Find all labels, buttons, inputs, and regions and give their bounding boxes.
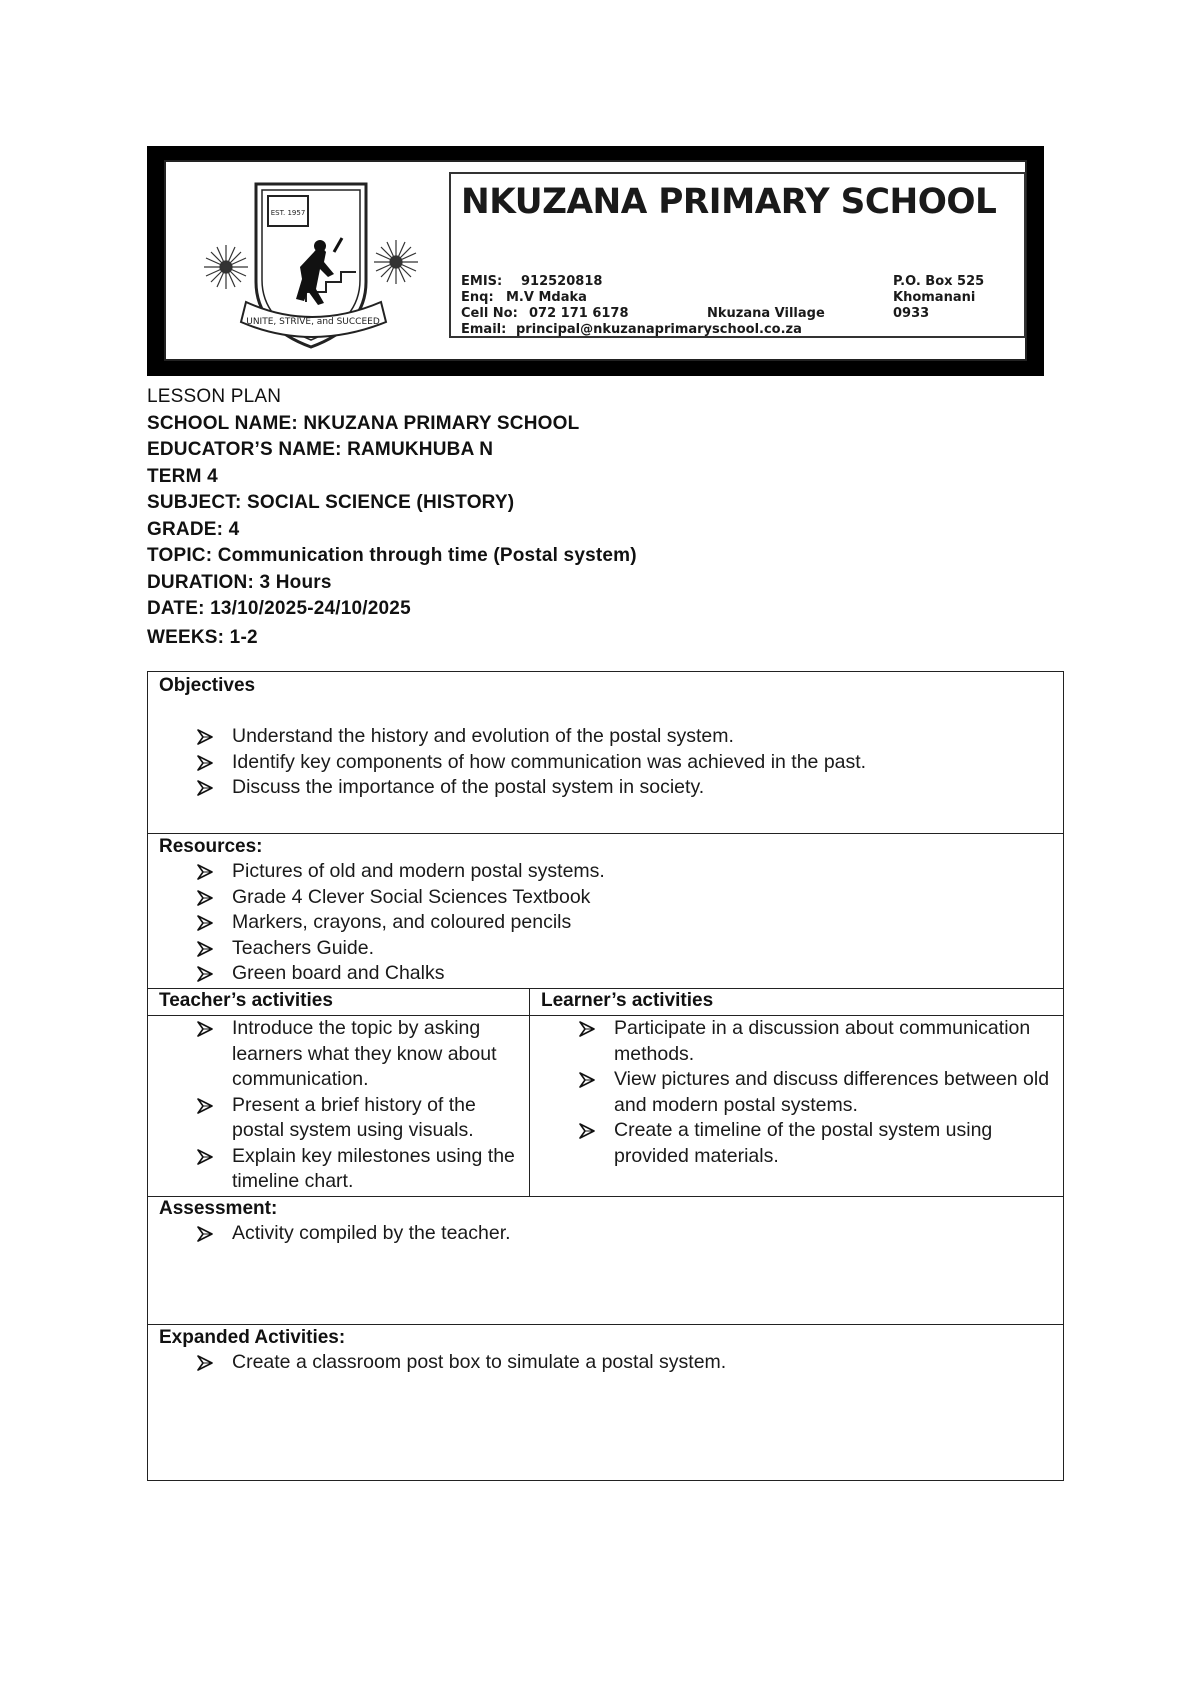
letterhead-info-box (449, 172, 1026, 338)
enq-label: Enq: (461, 290, 494, 305)
date-line: DATE: 13/10/2025-24/10/2025 (147, 598, 411, 619)
list-item (148, 750, 1063, 776)
school-crest-logo (186, 172, 431, 357)
school-name-line: SCHOOL NAME: NKUZANA PRIMARY SCHOOL (147, 412, 580, 434)
list-item-text: Identify key components of how communication was achieved in the past. (232, 750, 867, 773)
list-item (148, 961, 1063, 987)
resources-title: Resources: (159, 836, 263, 857)
list-item-text: Pictures of old and modern postal systems. (232, 860, 605, 882)
list-item-text: Grade 4 Clever Social Sciences Textbook (232, 885, 591, 908)
expanded-activities-section (148, 1325, 1063, 1480)
learner-activities-title: Learner’s activities (541, 990, 714, 1011)
letterhead (147, 146, 1044, 376)
list-item (148, 1144, 529, 1195)
email-line (461, 322, 802, 337)
objectives-title: Objectives (159, 675, 256, 696)
term-line: TERM 4 (147, 465, 218, 487)
cell-value: 072 171 6178 (529, 306, 629, 321)
teacher-activities-header (148, 989, 530, 1015)
assessment-section (148, 1197, 1063, 1325)
subject-line: SUBJECT: SOCIAL SCIENCE (HISTORY) (147, 492, 515, 513)
arrow-bullet-icon (197, 864, 213, 880)
weeks-line: WEEKS: 1-2 (147, 626, 258, 648)
learner-activities-cell (530, 1016, 1063, 1196)
list-item (530, 1016, 1063, 1067)
arrow-bullet-icon (579, 1021, 595, 1037)
list-item-text: Participate in a discussion about communication methods. (614, 1017, 1031, 1065)
list-item (148, 1221, 1063, 1247)
expanded-activities-title: Expanded Activities: (159, 1327, 346, 1348)
list-item-text: View pictures and discuss differences between old and modern postal systems. (614, 1068, 1050, 1116)
arrow-bullet-icon (197, 890, 213, 906)
list-item (148, 885, 1063, 911)
list-item (148, 910, 1063, 936)
list-item-text: Discuss the importance of the postal system in society. (232, 776, 705, 798)
letterhead-school-name: NKUZANA PRIMARY SCHOOL (461, 182, 997, 222)
postal-code: 0933 (893, 306, 930, 321)
arrow-bullet-icon (197, 729, 213, 745)
expanded-activities-list (148, 1350, 1063, 1376)
email-label: Email: (461, 322, 507, 337)
list-item-text: Markers, crayons, and coloured pencils (232, 911, 572, 933)
list-item-text: Create a classroom post box to simulate a postal system. (232, 1351, 727, 1373)
arrow-bullet-icon (197, 1098, 213, 1114)
assessment-title: Assessment: (159, 1198, 278, 1219)
po-box: P.O. Box 525 (893, 274, 985, 289)
list-item-text: Teachers Guide. (232, 936, 374, 959)
page-title: LESSON PLAN (147, 386, 282, 407)
list-item (148, 859, 1063, 885)
resources-section (148, 834, 1063, 989)
arrow-bullet-icon (579, 1123, 595, 1139)
enq-value: M.V Mdaka (506, 290, 587, 305)
arrow-bullet-icon (197, 755, 213, 771)
arrow-bullet-icon (197, 915, 213, 931)
arrow-bullet-icon (579, 1072, 595, 1088)
arrow-bullet-icon (197, 1021, 213, 1037)
arrow-bullet-icon (197, 780, 213, 796)
list-item-text: Present a brief history of the postal system using visuals. (232, 1093, 476, 1141)
grade-line: GRADE: 4 (147, 518, 240, 540)
list-item (148, 775, 1063, 801)
svg-text:UNITE, STRIVE, and SUCCEED: UNITE, STRIVE, and SUCCEED (246, 317, 380, 327)
activities-header-row (148, 989, 1063, 1016)
emis-label: EMIS: (461, 274, 503, 289)
educator-line: EDUCATOR’S NAME: RAMUKHUBA N (147, 439, 494, 460)
svg-text:EST. 1957: EST. 1957 (270, 209, 306, 217)
teacher-activities-list (148, 1016, 529, 1195)
learner-activities-list (530, 1016, 1063, 1169)
list-item-text: Create a timeline of the postal system using provided materials. (614, 1119, 993, 1167)
emis-line (461, 274, 602, 289)
arrow-bullet-icon (197, 966, 213, 982)
topic-line: TOPIC: Communication through time (Postal system) (147, 545, 637, 566)
objectives-section (148, 672, 1063, 834)
list-item-text: Understand the history and evolution of the postal system. (232, 725, 734, 747)
list-item (530, 1118, 1063, 1169)
arrow-bullet-icon (197, 1355, 213, 1371)
list-item (530, 1067, 1063, 1118)
lesson-header (147, 384, 1047, 651)
enq-line (461, 290, 587, 305)
cell-line (461, 306, 629, 321)
list-item (148, 1350, 1063, 1376)
arrow-bullet-icon (197, 941, 213, 957)
assessment-list (148, 1221, 1063, 1247)
teacher-activities-title: Teacher’s activities (159, 990, 333, 1011)
list-item-text: Activity compiled by the teacher. (232, 1222, 511, 1244)
arrow-bullet-icon (197, 1226, 213, 1242)
teacher-activities-cell (148, 1016, 530, 1196)
emis-value: 912520818 (521, 274, 603, 289)
list-item (148, 936, 1063, 962)
list-item-text: Explain key milestones using the timeline chart. (232, 1144, 515, 1192)
right-flower-icon (374, 240, 418, 284)
resources-list (148, 859, 1063, 987)
list-item (148, 724, 1063, 750)
letterhead-inner (164, 160, 1027, 361)
list-item (148, 1093, 529, 1144)
objectives-list (148, 724, 1063, 801)
list-item (148, 1016, 529, 1093)
left-flower-icon (204, 245, 248, 289)
learner-activities-header (530, 989, 1063, 1015)
arrow-bullet-icon (197, 1149, 213, 1165)
duration-line: DURATION: 3 Hours (147, 571, 332, 593)
cell-label: Cell No: (461, 306, 518, 321)
lesson-plan-table (147, 671, 1064, 1481)
town: Khomanani (893, 290, 976, 305)
list-item-text: Green board and Chalks (232, 962, 445, 984)
list-item-text: Introduce the topic by asking learners what they know about communication. (232, 1017, 497, 1090)
activities-row (148, 1016, 1063, 1197)
village: Nkuzana Village (707, 306, 825, 321)
email-value: principal@nkuzanaprimaryschool.co.za (516, 322, 802, 337)
